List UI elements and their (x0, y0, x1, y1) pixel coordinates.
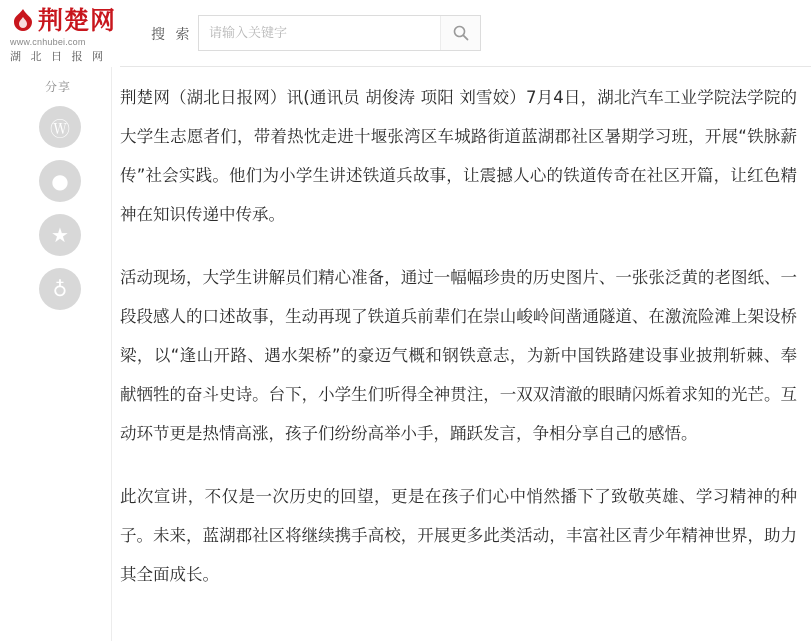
article-paragraph: 活动现场，大学生讲解员们精心准备，通过一幅幅珍贵的历史图片、一张张泛黄的老图纸、一段段感人的口述故事，生动再现了铁道兵前辈们在崇山峻岭间凿通隧道、在激流险滩上架设桥梁，以“逢山开路、遇水架桥”的豪迈气概和钢铁意志，为新中国铁路建设事业披荆斩棘、奉献牺牲的奋斗史诗。台下，小学生们听得全神贯注，一双双清澈的眼睛闪烁着求知的光芒。互动环节更是热情高涨，孩子们纷纷高举小手，踊跃发言，争相分享自己的感悟。 (120, 268, 797, 443)
article-paragraph: 荆楚网（湖北日报网）讯(通讯员 胡俊涛 项阳 刘雪姣）7月4日，湖北汽车工业学院法学院的大学生志愿者们，带着热忱走进十堰张湾区车城路街道蓝湖郡社区暑期学习班，开展“铁脉薪传”社会实践。他们为小学生讲述铁道兵故事，让震撼人心的铁道传奇在社区开篇，让红色精神在知识传递中传承。 (120, 88, 797, 224)
logo-subtitle: 湖 北 日 报 网 (10, 50, 106, 63)
flame-icon (10, 8, 36, 34)
share-weibo-button[interactable] (39, 268, 81, 310)
weibo-icon: ♁ (52, 277, 68, 301)
search-input[interactable] (199, 16, 442, 50)
logo-title: 荆楚网 (38, 6, 117, 35)
site-logo[interactable] (8, 4, 118, 63)
share-qq-button[interactable] (39, 160, 81, 202)
logo-mark (8, 4, 118, 38)
share-title: 分享 (45, 80, 72, 94)
article-body (120, 66, 811, 641)
share-rail (0, 66, 120, 641)
search-icon (452, 24, 470, 42)
qq-icon: ● (51, 169, 69, 193)
site-header (0, 0, 811, 67)
share-wechat-button[interactable] (39, 106, 81, 148)
search-label: 搜 索 (151, 27, 193, 43)
share-favorite-button[interactable] (39, 214, 81, 256)
article-paragraph: 此次宣讲，不仅是一次历史的回望，更是在孩子们心中悄然播下了致敬英雄、学习精神的种子。未来，蓝湖郡社区将继续携手高校，开展更多此类活动，丰富社区青少年精神世界，助力其全面成长。 (120, 487, 797, 584)
logo-url: www.cnhubei.com (10, 37, 86, 47)
wechat-icon: Ⓦ (50, 116, 70, 141)
content-divider (111, 67, 112, 641)
search-box[interactable] (198, 15, 481, 51)
star-icon: ★ (51, 223, 69, 247)
search-button[interactable] (440, 16, 480, 50)
